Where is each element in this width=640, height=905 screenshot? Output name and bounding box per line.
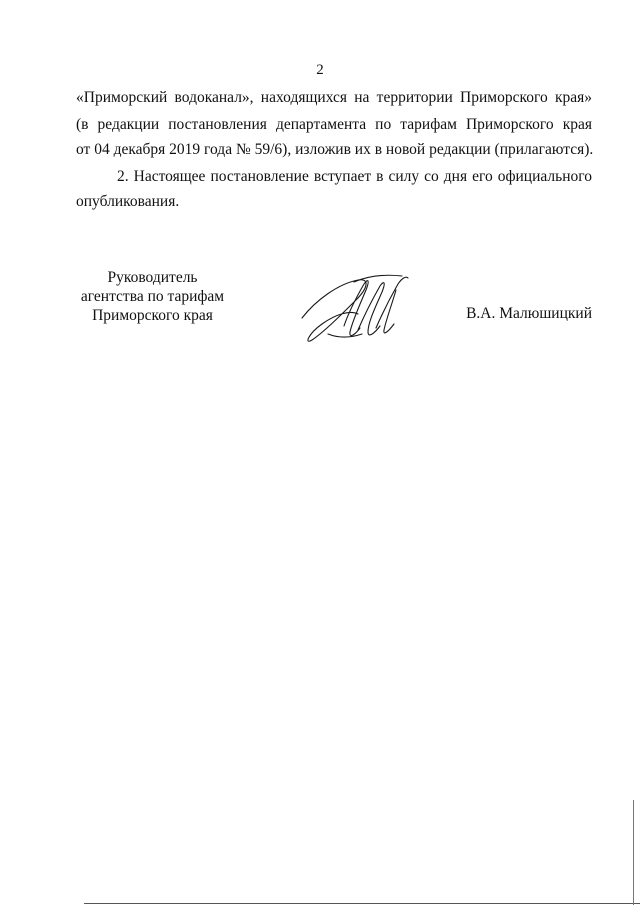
scan-edge-right [633, 800, 634, 905]
signer-title-line: Приморского края [92, 307, 213, 324]
signer-title-line: Руководитель [107, 269, 198, 286]
paragraph-1-line: «Приморский водоканал», находящихся на территории Приморского края» [76, 89, 592, 106]
scan-edge-bottom [84, 903, 640, 904]
signer-title [60, 268, 245, 325]
handwritten-signature [298, 270, 413, 348]
paragraph-2-line: опубликования. [76, 193, 180, 210]
signer-name: В.А. Малюшицкий [466, 305, 592, 322]
page-number: 2 [316, 62, 324, 78]
paragraph-1-line: (в редакции постановления департамента по тарифам Приморского края [76, 116, 592, 133]
paragraph-2-line: 2. Настоящее постановление вступает в силу со дня его официального [117, 168, 592, 185]
paragraph-1-line: от 04 декабря 2019 года № 59/6), изложив их в новой редакции (прилагаются). [76, 141, 594, 158]
signer-title-line: агентства по тарифам [80, 288, 225, 305]
